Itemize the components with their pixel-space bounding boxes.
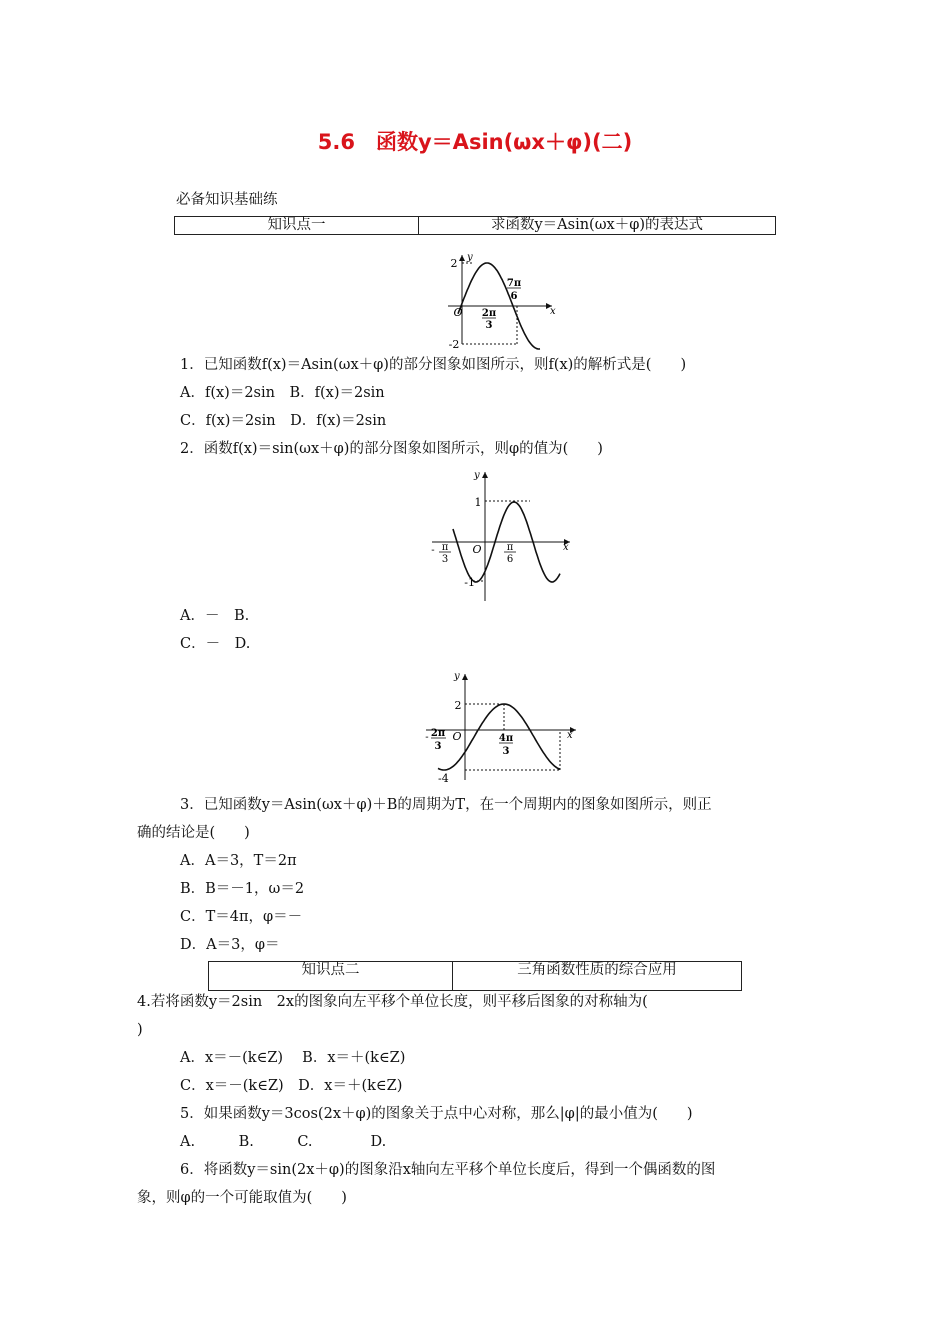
fig2-tick-a-sign: -: [431, 545, 435, 556]
q4-options-ab: A．x＝－(k∈Z) B．x＝＋(k∈Z): [180, 1050, 406, 1066]
q3-stem-line1: 3．已知函数y＝Asin(ωx＋φ)＋B的周期为T，在一个周期内的图象如图所示，则正: [180, 797, 712, 813]
q3-option-c: C．T＝4π，φ＝－: [180, 909, 303, 925]
q2-stem: 2．函数f(x)＝sin(ωx＋φ)的部分图象如图所示，则φ的值为( ): [180, 441, 603, 457]
section-label: 必备知识基础练: [176, 192, 278, 208]
fig1-y-label: y: [467, 252, 473, 263]
fig1-x-label: x: [550, 306, 556, 317]
fig1-tick-b-num: 7π: [506, 278, 522, 289]
knowledge-point-table-1: [174, 216, 776, 235]
q3-option-a: A．A＝3，T＝2π: [180, 853, 297, 869]
q3-option-b: B．B＝－1，ω＝2: [180, 881, 305, 897]
fig3-ymax: 2: [454, 699, 462, 712]
fig2-tick-a-den: 3: [441, 554, 449, 565]
kp1-left: 知识点一: [175, 217, 419, 235]
fig2-origin: O: [472, 543, 482, 556]
fig3-tick-b-den: 3: [502, 746, 510, 757]
fig2-y-label: y: [474, 470, 480, 481]
fig3-tick-a-den: 3: [434, 741, 442, 752]
figure-1-graph: [440, 250, 560, 350]
fig2-tick-a-num: π: [441, 542, 449, 553]
fig3-y-label: y: [454, 671, 460, 682]
fig3-origin: O: [452, 730, 462, 743]
q2-options-ab: A．－ B.: [180, 608, 250, 624]
q6-stem-line2: 象，则φ的一个可能取值为( ): [137, 1190, 347, 1206]
q5-stem: 5．如果函数y＝3cos(2x＋φ)的图象关于点中心对称，那么|φ|的最小值为( ): [180, 1106, 693, 1122]
q4-stem-line2: ): [137, 1022, 143, 1038]
fig2-ymax: 1: [474, 496, 482, 509]
q6-stem-line1: 6．将函数y＝sin(2x＋φ)的图象沿x轴向左平移个单位长度后，得到一个偶函数的图: [180, 1162, 716, 1178]
q2-options-cd: C．－ D.: [180, 636, 251, 652]
kp2-right: 三角函数性质的综合应用: [453, 962, 742, 991]
figure-2-graph: [420, 464, 580, 604]
fig1-tick-b-den: 6: [510, 291, 518, 302]
fig2-tick-b-den: 6: [506, 554, 514, 565]
fig1-ymin: -2: [448, 338, 460, 350]
q4-stem-line1: 4.若将函数y＝2sin 2x的图象向左平移个单位长度，则平移后图象的对称轴为(: [137, 994, 648, 1010]
fig1-tick-a-den: 3: [485, 320, 493, 331]
kp2-left: 知识点二: [209, 962, 453, 991]
fig2-tick-b-num: π: [506, 542, 514, 553]
q3-stem-line2: 确的结论是( ): [137, 825, 250, 841]
fig3-tick-b-num: 4π: [498, 733, 514, 744]
figure-3-graph: [418, 664, 583, 784]
fig3-tick-a-sign: -: [425, 732, 429, 743]
fig3-x-label: x: [567, 730, 573, 741]
fig1-tick-a-num: 2π: [481, 308, 497, 319]
fig2-ymin: -1: [464, 576, 475, 589]
q3-option-d: D．A＝3，φ＝: [180, 937, 280, 953]
fig2-x-label: x: [563, 542, 569, 553]
q1-options-cd: C．f(x)＝2sin D．f(x)＝2sin: [180, 413, 387, 429]
q5-options: A. B. C. D.: [180, 1134, 387, 1150]
q1-stem: 1．已知函数f(x)＝Asin(ωx＋φ)的部分图象如图所示，则f(x)的解析式是( ): [180, 357, 687, 373]
fig3-tick-a-num: 2π: [430, 728, 446, 739]
kp1-right: 求函数y＝Asin(ωx＋φ)的表达式: [419, 217, 776, 235]
fig1-ymax: 2: [450, 257, 458, 270]
knowledge-point-table-2: [208, 961, 742, 991]
page-title: 5.6 函数y＝Asin(ωx＋φ)(二): [317, 130, 633, 154]
q1-options-ab: A．f(x)＝2sin B．f(x)＝2sin: [180, 385, 385, 401]
fig3-ymin: -4: [438, 772, 449, 784]
q4-options-cd: C．x＝－(k∈Z) D．x＝＋(k∈Z): [180, 1078, 403, 1094]
fig1-origin: O: [453, 306, 463, 319]
